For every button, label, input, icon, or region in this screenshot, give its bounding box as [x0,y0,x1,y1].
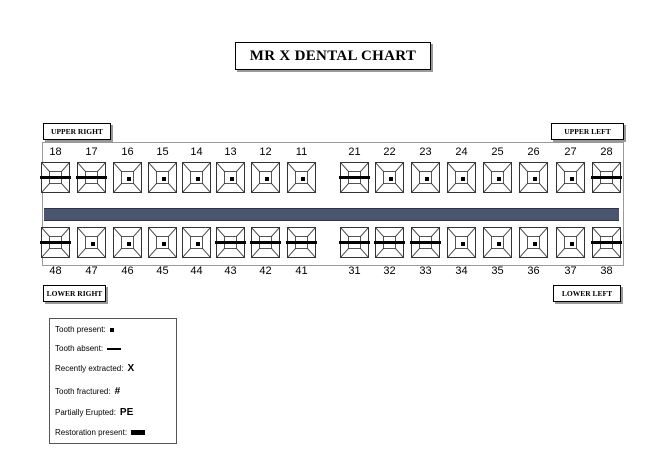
tooth-number-36: 36 [527,265,540,277]
lower-right-label: LOWER RIGHT [43,285,106,302]
legend-row-fractured [55,386,120,397]
tooth-17-absent[interactable] [77,162,106,193]
tooth-number-44: 44 [190,265,203,277]
legend-label: Partially Erupted: [55,408,116,417]
present-dot-icon [461,177,465,181]
tooth-number-41: 41 [295,265,308,277]
chart-title: MR X DENTAL CHART [235,42,431,70]
tooth-number-22: 22 [383,146,396,158]
absent-line-icon [410,241,441,244]
tooth-number-26: 26 [527,146,540,158]
present-dot-icon [265,177,269,181]
tooth-28-absent[interactable] [592,162,621,193]
present-dot-icon [497,177,501,181]
tooth-21-absent[interactable] [340,162,369,193]
tooth-34-present[interactable] [447,227,476,258]
present-dot-icon [389,177,393,181]
tooth-16-present[interactable] [113,162,142,193]
tooth-12-present[interactable] [251,162,280,193]
tooth-48-absent[interactable] [41,227,70,258]
restoration-block-icon [131,430,145,435]
legend-label: Restoration present: [55,428,128,437]
tooth-35-present[interactable] [483,227,512,258]
legend-label: Tooth fractured: [55,387,111,396]
tooth-24-present[interactable] [447,162,476,193]
present-dot-icon [461,242,465,246]
tooth-44-present[interactable] [182,227,211,258]
present-dot-icon [570,242,574,246]
tooth-number-28: 28 [600,146,613,158]
present-dot-icon [127,242,131,246]
tooth-number-33: 33 [419,265,432,277]
absent-line-icon [107,348,121,350]
tooth-32-absent[interactable] [375,227,404,258]
tooth-15-present[interactable] [148,162,177,193]
partially-erupted-symbol: PE [119,407,134,418]
tooth-25-present[interactable] [483,162,512,193]
tooth-number-43: 43 [224,265,237,277]
tooth-number-21: 21 [348,146,361,158]
legend-row-partially-erupted [55,407,133,418]
legend-row-present [55,325,114,334]
present-dot-icon [127,177,131,181]
tooth-number-38: 38 [600,265,613,277]
tooth-number-15: 15 [156,146,169,158]
absent-line-icon [339,176,370,179]
jaw-divider [44,208,619,221]
tooth-43-absent[interactable] [216,227,245,258]
legend-row-extracted [55,363,134,374]
tooth-number-13: 13 [224,146,237,158]
tooth-number-25: 25 [491,146,504,158]
present-dot-icon [196,177,200,181]
tooth-number-27: 27 [564,146,577,158]
tooth-46-present[interactable] [113,227,142,258]
legend-label: Tooth present: [55,325,106,334]
absent-line-icon [215,241,246,244]
tooth-number-24: 24 [455,146,468,158]
lower-left-label: LOWER LEFT [553,285,621,302]
legend-label: Tooth absent: [55,344,104,353]
tooth-number-17: 17 [85,146,98,158]
absent-line-icon [250,241,281,244]
present-dot-icon [570,177,574,181]
present-dot-icon [91,242,95,246]
tooth-number-35: 35 [491,265,504,277]
absent-line-icon [76,176,107,179]
tooth-45-present[interactable] [148,227,177,258]
present-dot-icon [497,242,501,246]
present-dot-icon [533,242,537,246]
absent-line-icon [374,241,405,244]
legend-row-restoration [55,428,145,437]
tooth-number-37: 37 [564,265,577,277]
present-dot-icon [162,177,166,181]
tooth-number-18: 18 [49,146,62,158]
tooth-27-present[interactable] [556,162,585,193]
absent-line-icon [286,241,317,244]
absent-line-icon [40,241,71,244]
tooth-number-48: 48 [49,265,62,277]
legend-box [49,318,177,444]
tooth-number-42: 42 [259,265,272,277]
tooth-number-46: 46 [121,265,134,277]
tooth-14-present[interactable] [182,162,211,193]
tooth-31-absent[interactable] [340,227,369,258]
absent-line-icon [339,241,370,244]
tooth-36-present[interactable] [519,227,548,258]
tooth-number-14: 14 [190,146,203,158]
extracted-symbol: X [127,363,135,374]
tooth-18-absent[interactable] [41,162,70,193]
fractured-symbol: # [114,386,121,397]
tooth-13-present[interactable] [216,162,245,193]
tooth-number-12: 12 [259,146,272,158]
tooth-42-absent[interactable] [251,227,280,258]
tooth-number-16: 16 [121,146,134,158]
legend-row-absent [55,344,121,353]
tooth-23-present[interactable] [411,162,440,193]
tooth-11-present[interactable] [287,162,316,193]
present-dot-icon [230,177,234,181]
absent-line-icon [40,176,71,179]
tooth-number-23: 23 [419,146,432,158]
tooth-33-absent[interactable] [411,227,440,258]
present-dot-icon [196,242,200,246]
present-dot-icon [301,177,305,181]
tooth-37-present[interactable] [556,227,585,258]
tooth-number-11: 11 [295,146,308,158]
tooth-38-absent[interactable] [592,227,621,258]
present-dot-icon [533,177,537,181]
absent-line-icon [591,176,622,179]
absent-line-icon [591,241,622,244]
tooth-47-present[interactable] [77,227,106,258]
present-dot-icon [110,328,114,332]
tooth-number-34: 34 [455,265,468,277]
legend-label: Recently extracted: [55,364,124,373]
tooth-26-present[interactable] [519,162,548,193]
upper-left-label: UPPER LEFT [551,123,624,140]
present-dot-icon [162,242,166,246]
tooth-22-present[interactable] [375,162,404,193]
tooth-41-absent[interactable] [287,227,316,258]
tooth-number-31: 31 [348,265,361,277]
upper-right-label: UPPER RIGHT [43,123,111,140]
tooth-number-45: 45 [156,265,169,277]
tooth-number-47: 47 [85,265,98,277]
tooth-number-32: 32 [383,265,396,277]
present-dot-icon [425,177,429,181]
